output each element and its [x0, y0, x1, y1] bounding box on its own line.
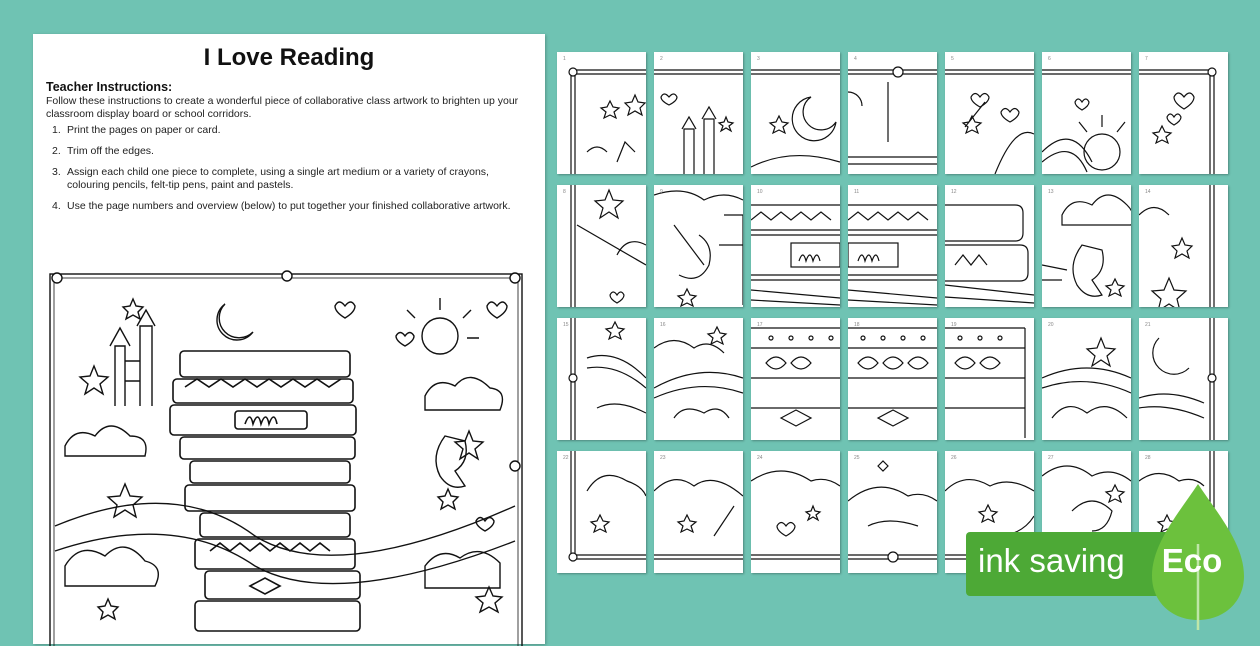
- tile-drawing: [751, 52, 840, 174]
- page-number: 2: [660, 56, 663, 62]
- page-number: 25: [854, 455, 860, 461]
- colouring-tile: [848, 185, 937, 307]
- page-number: 5: [951, 56, 954, 62]
- tile-drawing: [848, 451, 937, 573]
- tile-drawing: [751, 451, 840, 573]
- step-number: 2.: [52, 145, 61, 157]
- tile-drawing: [557, 451, 646, 573]
- tile-drawing: [654, 451, 743, 573]
- colouring-tile: [557, 52, 646, 174]
- colouring-tile: [945, 185, 1034, 307]
- colouring-tile: [654, 451, 743, 573]
- page-number: 13: [1048, 189, 1054, 195]
- tile-drawing: [751, 318, 840, 440]
- page-number: 20: [1048, 322, 1054, 328]
- page-number: 8: [563, 189, 566, 195]
- tile-drawing: [848, 185, 937, 307]
- page-number: 24: [757, 455, 763, 461]
- colouring-tile: [654, 52, 743, 174]
- page-number: 15: [563, 322, 569, 328]
- colouring-tile: [751, 451, 840, 573]
- tile-drawing: [945, 185, 1034, 307]
- tile-drawing: [1042, 52, 1131, 174]
- step-number: 1.: [52, 124, 61, 136]
- tile-drawing: [557, 185, 646, 307]
- page-number: 16: [660, 322, 666, 328]
- colouring-tile: [751, 318, 840, 440]
- page-number: 17: [757, 322, 763, 328]
- tile-drawing: [654, 185, 743, 307]
- colouring-tile: [848, 52, 937, 174]
- step-text: Print the pages on paper or card.: [67, 124, 221, 136]
- tile-drawing: [1139, 185, 1228, 307]
- page-number: 9: [660, 189, 663, 195]
- tile-drawing: [848, 52, 937, 174]
- ink-saving-badge: [966, 484, 1260, 630]
- colouring-tile: [751, 185, 840, 307]
- tile-drawing: [654, 318, 743, 440]
- tile-drawing: [557, 52, 646, 174]
- step-item: [46, 166, 531, 192]
- tile-drawing: [654, 52, 743, 174]
- page-number: 26: [951, 455, 957, 461]
- page-number: 6: [1048, 56, 1051, 62]
- tile-drawing: [751, 185, 840, 307]
- tile-drawing: [848, 318, 937, 440]
- colouring-tile: [1139, 318, 1228, 440]
- page-title: I Love Reading: [203, 44, 375, 71]
- worksheet-page: [33, 34, 545, 644]
- step-text: Use the page numbers and overview (below) to put together your finished collaborative artwork.: [67, 200, 511, 212]
- colouring-tile: [751, 52, 840, 174]
- colouring-tile: [557, 185, 646, 307]
- badge-eco-word: Eco: [1161, 542, 1223, 579]
- page-number: 3: [757, 56, 760, 62]
- page-number: 19: [951, 322, 957, 328]
- step-text: Trim off the edges.: [67, 145, 154, 157]
- page-number: 4: [854, 56, 857, 62]
- page-number: 21: [1145, 322, 1151, 328]
- step-number: 3.: [52, 166, 61, 178]
- step-item: [46, 124, 531, 137]
- page-number: 22: [563, 455, 569, 461]
- page-number: 10: [757, 189, 763, 195]
- step-item: [46, 145, 531, 158]
- colouring-tile: [1139, 52, 1228, 174]
- instructions-heading: Teacher Instructions:: [46, 80, 173, 94]
- colouring-tile: [945, 318, 1034, 440]
- page-number: 14: [1145, 189, 1151, 195]
- colouring-tile: [1042, 185, 1131, 307]
- colouring-tile: [654, 318, 743, 440]
- colouring-tile: [654, 185, 743, 307]
- colouring-tile: [848, 451, 937, 573]
- colouring-artwork-overview: [45, 266, 527, 646]
- tile-drawing: [945, 318, 1034, 440]
- instructions-intro: Follow these instructions to create a wonderful piece of collaborative class artwork to brighten up your classroom display board or school corridors.: [46, 95, 519, 120]
- instruction-steps: [46, 124, 531, 221]
- colouring-tile: [848, 318, 937, 440]
- page-number: 23: [660, 455, 666, 461]
- step-number: 4.: [52, 200, 61, 212]
- page-number: 28: [1145, 455, 1151, 461]
- page-number: 7: [1145, 56, 1148, 62]
- step-text: Assign each child one piece to complete, using a single art medium or a variety of crayons, colouring pencils, felt-tip pens, paint and pastels.: [67, 166, 489, 191]
- tile-drawing: [1042, 318, 1131, 440]
- page-number: 18: [854, 322, 860, 328]
- badge-text: ink saving: [978, 542, 1125, 579]
- tile-drawing: [1139, 318, 1228, 440]
- colouring-tile: [557, 451, 646, 573]
- colouring-tile: [1042, 52, 1131, 174]
- colouring-tile: [1042, 318, 1131, 440]
- colouring-tile: [945, 52, 1034, 174]
- tile-drawing: [1139, 52, 1228, 174]
- step-item: [46, 200, 531, 213]
- page-number: 1: [563, 56, 566, 62]
- tile-drawing: [1042, 185, 1131, 307]
- page-number: 27: [1048, 455, 1054, 461]
- page-number: 12: [951, 189, 957, 195]
- tile-drawing: [557, 318, 646, 440]
- colouring-tile: [557, 318, 646, 440]
- tile-drawing: [945, 52, 1034, 174]
- colouring-tile: [1139, 185, 1228, 307]
- page-number: 11: [854, 189, 860, 195]
